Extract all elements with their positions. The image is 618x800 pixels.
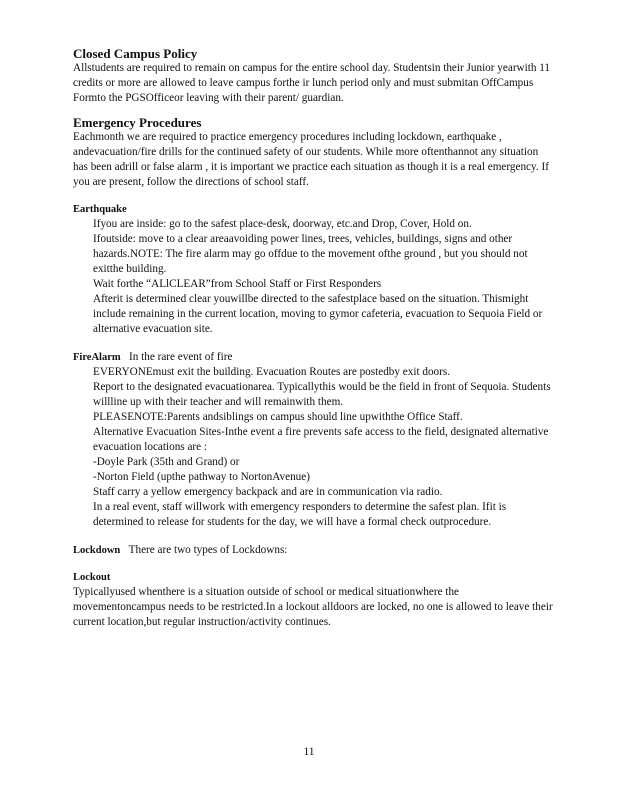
lockout-body: Typicallyused whenthere is a situation outside of school or medical situationwhere the movementoncampus needs to be restricted.In a lockout alldoors are locked, no one is allowed to leave their current location,but regular instruction/activity continues.: [73, 586, 553, 628]
list-item: Staff carry a yellow emergency backpack and are in communication via radio.: [93, 486, 443, 498]
lockdown-header: [73, 543, 553, 558]
list-item: Ifoutside: move to a clear areaavoiding power lines, trees, vehicles, buildings, signs and other hazards.NOTE: The fire alarm may go offdue to the movement ofthe ground , but you should not exitthe building.: [93, 233, 528, 275]
emergency-procedures-body: Eachmonth we are required to practice emergency procedures including lockdown, earthquake , andevacuation/fire drills for the continued safety of our students. While more oftenthannot any situation has been adrill or false alarm , it is important we practice each situation as though it is a real emergency. If you are present, follow the directions of school staff.: [73, 131, 549, 188]
lockdown-heading: Lockdown: [73, 545, 121, 556]
fire-alarm-intro: In the rare event of fire: [129, 351, 233, 363]
lockdown-text: There are two types of Lockdowns:: [128, 544, 288, 556]
earthquake-heading: Earthquake: [73, 204, 127, 215]
emergency-procedures-heading: Emergency Procedures: [73, 115, 202, 130]
list-item: Report to the designated evacuationarea. Typicallythis would be the field in front of Sequoia. Students willline up with their teacher and will remainwith them.: [93, 381, 551, 408]
list-item: PLEASENOTE:Parents andsiblings on campus should line upwiththe Office Staff.: [93, 411, 463, 423]
earthquake-list: [73, 217, 553, 337]
list-item: Ifyou are inside: go to the safest place-desk, doorway, etc.and Drop, Cover, Hold on.: [93, 218, 472, 230]
list-item: Afterit is determined clear youwillbe directed to the safestplace based on the situation. Thismight include remaining in the current location, moving to gymor cafeteria, evacuation to Sequoia Field or alternative evacuation site.: [93, 293, 543, 335]
list-item: In a real event, staff willwork with emergency responders to determine the safest plan. Ifit is determined to release for students for the day, we will have a formal check outprocedure.: [93, 501, 507, 528]
list-item: Wait forthe “ALlCLEAR”from School Staff or First Responders: [93, 278, 382, 290]
alt-site-norton-field: -Norton Field (upthe pathway to NortonAvenue): [93, 471, 310, 483]
document-page: [73, 46, 553, 630]
closed-campus-body: Allstudents are required to remain on campus for the entire school day. Studentsin their Junior yearwith 11 credits or more are allowed to leave campus forthe ir lunch period only and must submitan OffCampus Formto the PGSOfficeor leaving with their parent/ guardian.: [73, 62, 551, 104]
lockout-heading: Lockout: [73, 572, 111, 583]
fire-alarm-header: [73, 350, 553, 365]
alt-site-doyle-park: -Doyle Park (35th and Grand) or: [93, 456, 240, 468]
list-item: Alternative Evacuation Sites-Inthe event a fire prevents safe access to the field, designated alternative evacuation locations are : -Doyle Park (35th and Grand) or -Norton Field (upthe pathway to NortonAvenue): [73, 425, 553, 485]
fire-alarm-heading: FireAlarm: [73, 352, 121, 363]
page-number: 11: [303, 746, 315, 758]
closed-campus-heading: Closed Campus Policy: [73, 46, 198, 61]
list-item: EVERYONEmust exit the building. Evacuation Routes are postedby exit doors.: [93, 366, 451, 378]
fire-alarm-list: [73, 365, 553, 530]
